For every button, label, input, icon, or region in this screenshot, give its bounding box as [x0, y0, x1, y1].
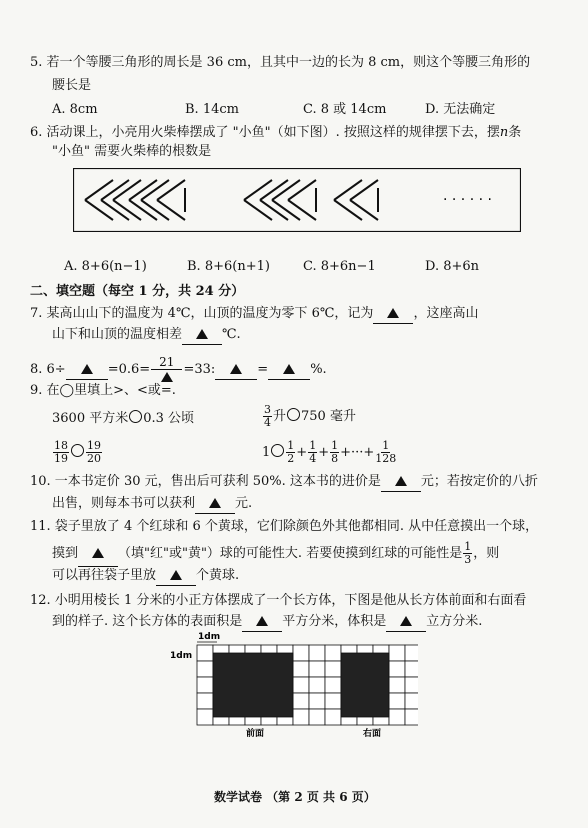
matchstick [334, 180, 362, 200]
q5-option-b: B. 14cm [185, 102, 239, 117]
grid-cell [293, 661, 309, 677]
q7-blank-2[interactable] [182, 326, 222, 345]
front-view-label: 前面 [246, 729, 265, 739]
matchstick [334, 200, 362, 220]
matchstick [141, 200, 169, 220]
grid-cell [405, 645, 418, 661]
right-view-shape [341, 653, 389, 717]
q9-c: $\frac{18}{19}$ $\frac{19}{20}$ [54, 439, 101, 465]
triangle-icon [387, 308, 399, 318]
q8-line: 8. 6÷ =0.6= 21 =33: = %. [30, 355, 327, 384]
grid-cell [405, 677, 418, 693]
q6-var-n: n [499, 125, 509, 140]
q8-blank-3[interactable] [268, 361, 310, 380]
triangle-icon [161, 372, 173, 382]
triangle-icon [230, 364, 242, 374]
matchstick [288, 200, 316, 220]
page-footer: 数学试卷 （第 2 页 共 6 页） [214, 790, 376, 804]
triangle-icon [81, 364, 93, 374]
grid-cell [405, 661, 418, 677]
q9-title: 9. 在◯里填上>、<或=. [30, 383, 176, 398]
grid-cell [389, 677, 405, 693]
q5-option-d: D. 无法确定 [425, 102, 496, 117]
grid-cell [309, 661, 325, 677]
triangle-icon [196, 329, 208, 339]
q6-option-b: B. 8+6(n+1) [187, 259, 270, 274]
matchstick [113, 180, 141, 200]
q10-line2: 出售，则每本书可以获利 元. [52, 495, 252, 514]
grid-cell [389, 693, 405, 709]
triangle-icon [395, 476, 407, 486]
triangle-icon [400, 616, 412, 626]
grid-cell [325, 677, 341, 693]
matchstick [244, 180, 272, 200]
matchstick [141, 180, 169, 200]
grid-cell [197, 645, 213, 661]
matchstick [157, 200, 185, 220]
grid-cell [309, 693, 325, 709]
q11-blank-2[interactable] [156, 567, 196, 586]
grid-cell [293, 677, 309, 693]
triangle-icon [170, 570, 182, 580]
q11-line1: 11. 袋子里放了 4 个红球和 6 个黄球，它们除颜色外其他都相同. 从中任意摸出一个球， [30, 519, 539, 534]
section2-title: 二、填空题（每空 1 分，共 24 分） [30, 284, 245, 299]
matchstick [260, 200, 288, 220]
q8-blank-1[interactable] [66, 361, 108, 380]
grid-cell [309, 645, 325, 661]
q12-line2: 到的样子. 这个长方体的表面积是 平方分米，体积是 立方分米. [52, 613, 482, 632]
matchstick [129, 200, 157, 220]
q10-line1: 10. 一本书定价 30 元，售出后可获利 50%. 这本书的进价是 元；若按定价的八折 [30, 473, 538, 492]
q6-option-c: C. 8+6n−1 [303, 259, 376, 274]
matchstick [157, 180, 185, 200]
matchstick [272, 200, 300, 220]
q8-fraction: 21 [151, 355, 182, 384]
grid-cell [325, 693, 341, 709]
matchstick [101, 200, 129, 220]
fish-figure [73, 168, 521, 232]
q9-a: 3600 平方米 0.3 公顷 [52, 411, 195, 426]
matchstick [85, 180, 113, 200]
q6-line1: 6. 活动课上，小亮用火柴棒摆成了 "小鱼"（如下图）. 按照这样的规律摆下去，摆n条 [30, 125, 522, 140]
q7-line1: 7. 某高山山下的温度为 4℃，山顶的温度为零下 6℃，记为 ，这座高山 [30, 305, 478, 324]
compare-circle-a[interactable] [129, 410, 142, 423]
q7-blank-1[interactable] [373, 305, 413, 324]
right-view-label: 右面 [363, 729, 382, 739]
matchstick [113, 200, 141, 220]
q11-blank-1[interactable] [78, 542, 118, 567]
grid-cell [325, 645, 341, 661]
compare-circle-b[interactable] [287, 408, 300, 421]
grid-cell [405, 693, 418, 709]
grid-cell [405, 709, 418, 725]
grid-cell [309, 677, 325, 693]
triangle-icon [92, 548, 104, 558]
q9-d: 1 $\frac{1}{2}$ + $\frac{1}{4}$ + $\frac{1}{8}$ +···+ $\frac{1}{128}$ [262, 439, 397, 465]
grid-cell [389, 661, 405, 677]
q7-line2: 山下和山顶的温度相差 ℃. [52, 326, 241, 345]
grid-cell [293, 645, 309, 661]
matchstick [350, 200, 378, 220]
grid-cell [293, 693, 309, 709]
dm-top-label: 1dm [198, 632, 221, 642]
q5-option-a: A. 8cm [52, 102, 98, 117]
front-view-shape [213, 653, 293, 717]
grid-cell [325, 661, 341, 677]
matchstick [244, 200, 272, 220]
q11-line3: 可以再往袋子里放 个黄球. [52, 567, 239, 586]
grid-cell [309, 709, 325, 725]
grid-cell [389, 709, 405, 725]
matchstick [85, 200, 113, 220]
grid-cell [325, 709, 341, 725]
matchstick [350, 180, 378, 200]
matchstick [272, 180, 300, 200]
grid-cell [293, 709, 309, 725]
q9-b: $\frac{3}{4}$ 升 750 毫升 [264, 403, 356, 429]
q10-blank-1[interactable] [381, 473, 421, 492]
matchstick [288, 180, 316, 200]
triangle-icon [283, 364, 295, 374]
grid-cell [389, 645, 405, 661]
triangle-icon [256, 616, 268, 626]
q10-blank-2[interactable] [195, 495, 235, 514]
matchstick [129, 180, 157, 200]
q12-line1: 12. 小明用棱长 1 分米的小正方体摆成了一个长方体，下图是他从长方体前面和右面看 [30, 593, 527, 608]
compare-circle-d[interactable] [271, 444, 284, 457]
dm-left-label: 1dm [170, 651, 193, 661]
q5-line2: 腰长是 [52, 78, 92, 93]
fish-ellipsis: · · · · · · [443, 192, 492, 208]
matchstick [101, 180, 129, 200]
grid-cell [197, 661, 213, 677]
grid-cell [197, 677, 213, 693]
grid-cell [197, 693, 213, 709]
triangle-icon [209, 498, 221, 508]
q11-line2: 摸到 （填"红"或"黄"）球的可能性大. 若要使摸到红球的可能性是 $\frac{1}{3}$ ，则 [52, 540, 500, 566]
q6-option-d: D. 8+6n [425, 259, 480, 274]
compare-circle-c[interactable] [71, 444, 84, 457]
q5-line1: 5. 若一个等腰三角形的周长是 36 cm，且其中一边的长为 8 cm，则这个等腰三角形的 [30, 55, 531, 70]
q6-line2: "小鱼" 需要火柴棒的根数是 [52, 144, 212, 159]
q6-option-a: A. 8+6(n−1) [64, 259, 147, 274]
grid-cell [197, 709, 213, 725]
q8-blank-2[interactable] [215, 361, 257, 380]
q5-option-c: C. 8 或 14cm [303, 102, 387, 117]
cuboid-views-figure [168, 628, 418, 742]
matchstick [260, 180, 288, 200]
